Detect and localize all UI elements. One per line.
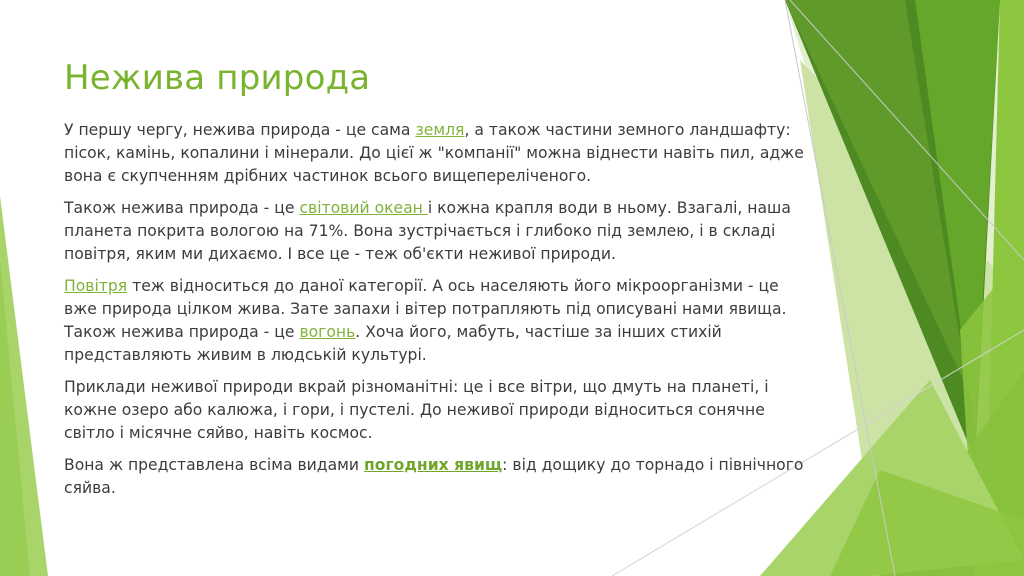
link-svitovyi-okean[interactable]: світовий океан [299, 199, 428, 217]
paragraph-text: : від дощику до торнадо і північного сяйва. [64, 456, 804, 497]
paragraph-5 [64, 454, 809, 500]
link-zemlia[interactable]: земля [415, 121, 465, 139]
paragraph-text: У першу чергу, нежива природа - це сама [64, 121, 416, 139]
link-povitria[interactable]: Повітря [64, 277, 128, 295]
paragraph-1 [64, 119, 809, 188]
link-pohodni-yavyshcha[interactable]: погодних явищ [363, 456, 503, 474]
paragraph-4 [64, 376, 809, 445]
paragraph-text: , а також частини земного ландшафту: пісок, камінь, копалини і мінерали. До цієї ж "компанії" можна віднести навіть пил, адже вона є скупченням дрібних частинок всього вищепереліченого. [64, 121, 804, 185]
paragraph-text: . Хоча його, мабуть, частіше за інших стихій представляють живим в людській культурі. [64, 323, 722, 364]
paragraph-text: Вона ж представлена всіма видами [64, 456, 364, 474]
paragraph-text: теж відноситься до даної категорії. А ось населяють його мікроорганізми - це вже природа цілком жива. Зате запахи і вітер потрапляють під описувані нами явища. Також нежива природа - це [64, 277, 787, 341]
slide-title: Нежива природа [64, 58, 371, 98]
paragraph-2 [64, 197, 809, 266]
paragraph-text: Приклади неживої природи вкрай різноманітні: це і все вітри, що дмуть на планеті, і кожне озеро або калюжа, і гори, і пустелі. До неживої природи відноситься сонячне світло і місячне сяйво, навіть космос. [64, 378, 769, 442]
slide-body [64, 119, 809, 509]
paragraph-text: Також нежива природа - це [64, 199, 300, 217]
paragraph-3 [64, 275, 809, 367]
paragraph-text: і кожна крапля води в ньому. Взагалі, наша планета покрита вологою на 71%. Вона зустрічається і глибоко під землею, і в складі повітря, яким ми дихаємо. І все це - теж об'єкти неживої природи. [64, 199, 791, 263]
link-vohon[interactable]: вогонь [299, 323, 356, 341]
